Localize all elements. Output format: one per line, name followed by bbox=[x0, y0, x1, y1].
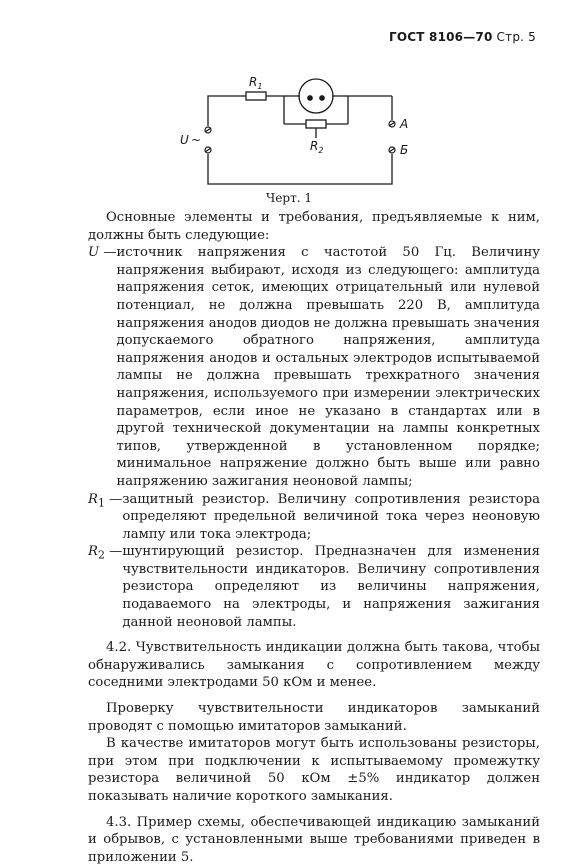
circuit-diagram bbox=[160, 68, 420, 198]
resistor-r1 bbox=[246, 92, 266, 100]
definition-u: U — источник напряжения с частотой 50 Гц. Величину напряжения выбирают, исходя из следующего: амплитуда напряжения сеток, имеющих отрицательный или нулевой потенциал, не должна превышать 220 В, амплитуда напряжения анодов диодов не должна превышать значения допускаемого обратного напряжения, амплитуда напряжения анодов и остальных электродов испытываемой лампы не должна превышать трехкратного значения напряжения, используемого при измерении электрических параметров, если иное не указано в стандартах или в другой технической документации на лампы конкретных типов, утвержденной в установленном порядке; минимальное напряжение должно быть выше или равно напряжению зажигания неоновой лампы; bbox=[88, 245, 540, 489]
label-r2: $R_2$ bbox=[310, 139, 324, 155]
paragraph-check: Проверку чувствительности индикаторов замыканий проводят с помощью имитаторов замыканий. bbox=[88, 701, 540, 734]
figure-caption: Черт. 1 bbox=[266, 191, 312, 205]
wire-bottom bbox=[208, 154, 392, 184]
page-header bbox=[389, 30, 536, 44]
label-r1: $R_1$ bbox=[249, 75, 263, 91]
document-body bbox=[88, 209, 540, 866]
definition-r2: $R_2$ — шунтирующий резистор. Предназначен для изменения чувствительности индикаторов. Величину сопротивления резистора определяют из величины напряжения, подаваемого на электроды, и напряжения зажигания данной неоновой лампы. bbox=[88, 544, 540, 630]
label-tilde: ~ bbox=[191, 133, 202, 147]
resistor-r2 bbox=[306, 120, 326, 128]
section-4-3: 4.3. Пример схемы, обеспечивающей индикацию замыканий и обрывов, с установленными выше требованиями приведен в приложении 5. bbox=[88, 814, 540, 865]
paragraph-imitators: В качестве имитаторов могут быть использованы резисторы, при этом при подключении к испытываемому промежутку резистора величиной 50 кОм ±5% индикатор должен показывать наличие короткого замыкания. bbox=[88, 736, 540, 804]
wire-top-left bbox=[208, 96, 246, 126]
neon-lamp bbox=[299, 79, 333, 113]
label-b: Б bbox=[400, 143, 409, 157]
label-a: А bbox=[400, 117, 409, 131]
page-number: Стр. 5 bbox=[496, 30, 536, 44]
label-u: U bbox=[180, 133, 189, 147]
definition-r1: $R_1$ — защитный резистор. Величину сопротивления резистора определяют предельной величиной тока через неоновую лампу или тока электрода; bbox=[88, 491, 540, 542]
intro-paragraph: Основные элементы и требования, предъявляемые к ним, должны быть следующие: bbox=[88, 210, 540, 243]
section-4-2: 4.2. Чувствительность индикации должна быть такова, чтобы обнаруживались замыкания с сопротивлением между соседними электродами 50 кОм и менее. bbox=[88, 640, 540, 691]
standard-number: ГОСТ 8106—70 bbox=[389, 30, 493, 44]
